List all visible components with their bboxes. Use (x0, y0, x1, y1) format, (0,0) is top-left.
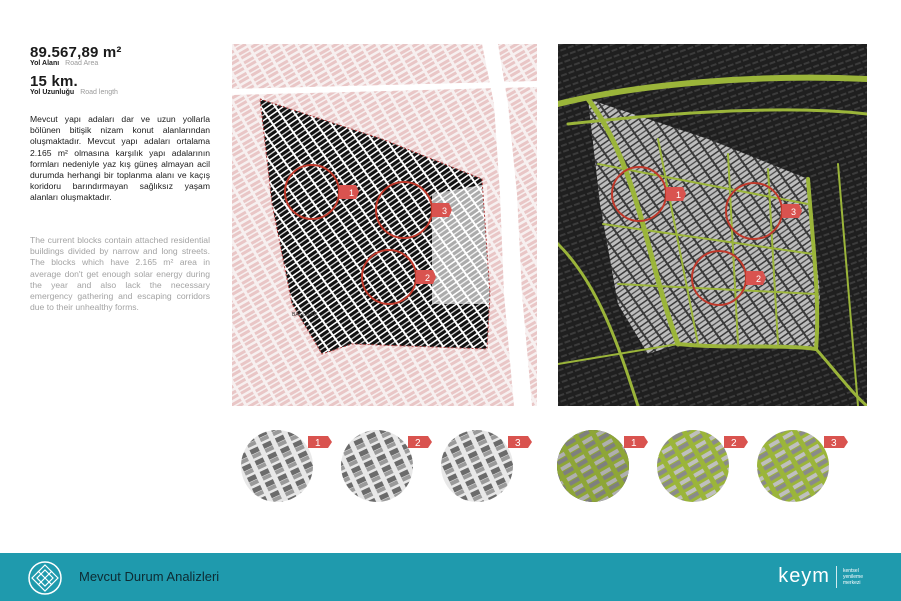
road-thumbnails (554, 428, 859, 508)
description-en: The current blocks contain attached residential buildings divided by narrow and long streets. The blocks which have 2.165 m² area in average don't get enough solar energy during the year and also lack the necessary emergency gathering and escaping corridors due to their unhealthy forms. (30, 235, 210, 313)
road-network-map (558, 44, 867, 406)
brand-divider (836, 566, 837, 588)
road-area-label (30, 60, 122, 67)
road-length-label-en: Road length (80, 89, 118, 96)
road-area-value: 89.567,89 m² (30, 44, 122, 61)
road-zone-marker-1-label: 1 (676, 190, 682, 200)
road-area-stat (30, 44, 122, 67)
svg-text:2: 2 (731, 438, 737, 449)
massing-thumb-3 (438, 428, 532, 508)
road-length-label (30, 89, 118, 96)
brand-logo (778, 565, 863, 588)
road-area-label-en: Road Area (65, 60, 99, 67)
svg-text:1: 1 (631, 438, 637, 449)
road-thumb-1 (554, 428, 648, 508)
road-thumb-2 (654, 428, 748, 508)
footer-title: Mevcut Durum Analizleri (79, 569, 220, 584)
footer-bar (0, 553, 901, 601)
zone-marker-3-label: 3 (442, 206, 448, 216)
svg-text:1: 1 (315, 438, 321, 449)
road-length-stat (30, 73, 118, 96)
road-length-value: 15 km. (30, 73, 78, 90)
svg-text:2: 2 (415, 438, 421, 449)
brand-sub-line-3: merkezi (842, 579, 861, 586)
zone-marker-1-label: 1 (349, 188, 355, 198)
zone-marker-2-label: 2 (425, 273, 431, 283)
brand-name: keym (778, 565, 830, 587)
road-area-label-tr: Yol Alanı (30, 60, 60, 67)
brand-subtitle (843, 568, 863, 586)
massing-thumb-2 (338, 428, 432, 508)
road-length-label-tr: Yol Uzunluğu (30, 89, 75, 96)
svg-text:3: 3 (515, 438, 521, 449)
road-thumb-3 (754, 428, 848, 508)
svg-text:3: 3 (831, 438, 837, 449)
brand-sub-line-2: yenileme (842, 573, 863, 580)
massing-thumb-1 (238, 428, 332, 508)
figure-ground-map (232, 44, 537, 406)
road-zone-marker-3-label: 3 (791, 207, 797, 217)
road-zone-marker-2-label: 2 (756, 274, 762, 284)
brand-sub-line-1: kentsel (842, 567, 859, 574)
description-tr: Mevcut yapı adaları dar ve uzun yollarla bölünen bitişik nizam konut alanlarından oluşmaktadır. Mevcut yapı adaları ortalama 2.165 m² olmasına karşılık yapı adalarının formları nedeniyle yaz kış güneş almayan acil durumda herhangi bir toplanma alanı ve kaçış koridoru barındırmayan sağlıksız yaşam alanları oluşmaktadır. (30, 114, 210, 203)
massing-thumbnails (238, 428, 538, 508)
district-label: BAĞCILAR (292, 312, 318, 318)
pattern-logo-icon (28, 561, 62, 595)
